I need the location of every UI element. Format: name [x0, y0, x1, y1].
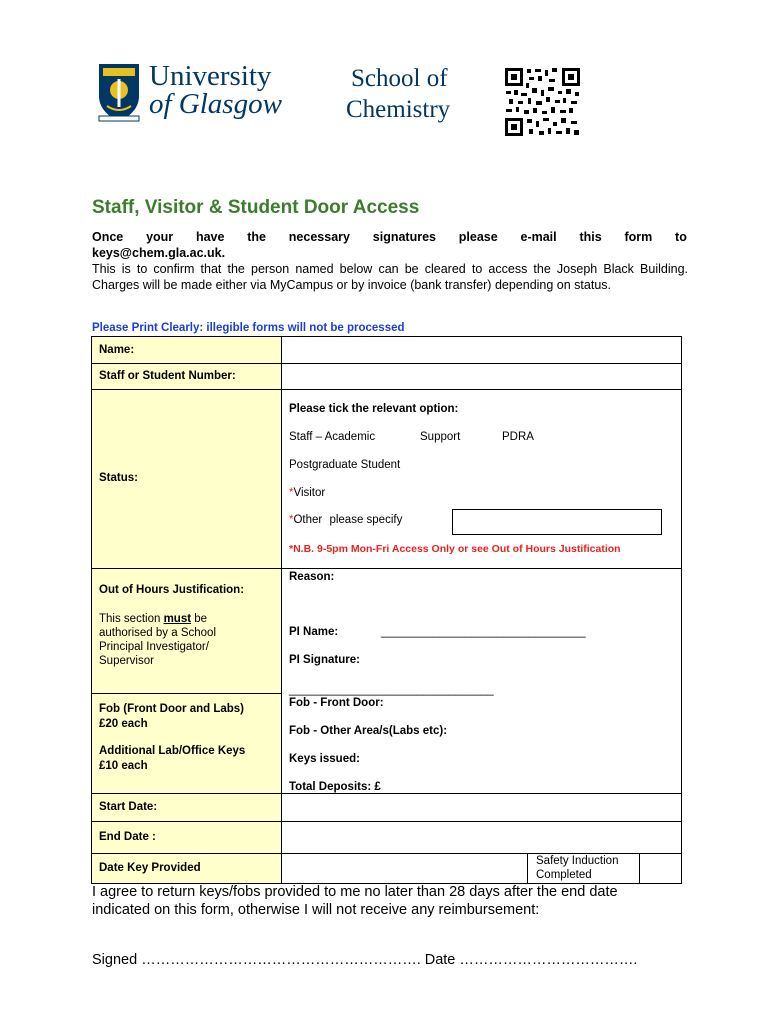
intro-word: your [146, 230, 174, 244]
other-specify-input[interactable] [452, 509, 662, 535]
required-star: * [289, 487, 294, 499]
start-date-label: Start Date: [99, 801, 158, 813]
safety-induction-checkbox[interactable] [640, 854, 682, 884]
qr-code [503, 66, 582, 138]
ooh-note-pre: This section [99, 613, 164, 625]
total-deposits-label: Total Deposits: £ [289, 781, 381, 793]
row-line [91, 389, 682, 390]
intro-word: to [675, 230, 687, 244]
staff-number-field[interactable] [282, 364, 682, 389]
intro-word: please [458, 230, 498, 244]
fob-other-areas-label: Fob - Other Area/s(Labs etc): [289, 725, 448, 737]
pi-name-line[interactable]: ________________________________ [381, 626, 586, 638]
signature-line [92, 951, 637, 969]
end-date-label: End Date : [99, 831, 156, 843]
keys-label: Additional Lab/Office Keys [99, 745, 246, 757]
staff-number-label: Staff or Student Number: [99, 370, 236, 382]
nb-access-note: *N.B. 9-5pm Mon-Fri Access Only or see Out of Hours Justification [289, 543, 621, 555]
intro-word: form [624, 230, 653, 244]
signed-field[interactable]: …………………………………………………. [141, 952, 421, 968]
name-field[interactable] [282, 336, 682, 363]
intro-word: have [195, 230, 225, 244]
school-of: School of [351, 65, 448, 92]
date-label: Date [420, 952, 460, 968]
intro-word: e-mail [520, 230, 557, 244]
intro-word: signatures [372, 230, 436, 244]
university-crest [97, 62, 141, 122]
row-line [91, 568, 682, 569]
row-line [91, 693, 282, 694]
safety-induction-label: Safety Induction Completed [536, 855, 619, 881]
option-staff-academic[interactable] [289, 431, 375, 443]
intro-line1 [92, 230, 687, 246]
pi-name-label: PI Name: [289, 626, 339, 638]
option-label: Staff – Academic [289, 431, 376, 443]
intro-word: Once [92, 230, 124, 244]
option-support[interactable] [420, 431, 460, 443]
name-label: Name: [99, 344, 135, 356]
keys-price: £10 each [99, 760, 148, 772]
logo-university: University [149, 60, 272, 92]
keys-issued-label: Keys issued: [289, 753, 360, 765]
access-form-table [91, 336, 682, 884]
end-date-field[interactable] [282, 822, 682, 853]
option-label: PDRA [502, 431, 534, 443]
ooh-note-post: be authorised by a School Principal Investigator/ Supervisor [99, 613, 216, 667]
date-field[interactable]: ………………………………. [459, 952, 638, 968]
ooh-note [99, 612, 259, 668]
intro-word: this [579, 230, 602, 244]
fob-label: Fob (Front Door and Labs) [99, 703, 245, 715]
start-date-field[interactable] [282, 794, 682, 821]
option-pdra[interactable] [502, 431, 534, 443]
ooh-note-must: must [163, 613, 192, 625]
option-postgrad[interactable] [289, 459, 408, 471]
required-star: * [289, 514, 294, 526]
intro-paragraph: This is to confirm that the person named below can be cleared to access the Joseph Black Building. Charges will be made either via MyCampus or by invoice (bank transfer) depending on status. [92, 262, 688, 292]
school-chemistry: Chemistry [346, 96, 451, 123]
option-label: Postgraduate Student [289, 459, 401, 471]
option-other[interactable] [289, 514, 402, 526]
signed-label: Signed [92, 952, 142, 968]
fob-price: £20 each [99, 718, 148, 730]
status-heading: Please tick the relevant option: [289, 403, 459, 415]
safety-divider-left [527, 853, 528, 884]
intro-word: the [247, 230, 266, 244]
print-clearly-warning: Please Print Clearly: illegible forms will not be processed [92, 322, 405, 334]
fob-front-door-label: Fob - Front Door: [289, 697, 384, 709]
option-label: Support [420, 431, 461, 443]
please-specify-label: please specify [329, 514, 403, 526]
intro-email[interactable]: keys@chem.gla.ac.uk. [92, 246, 226, 260]
agreement-text: I agree to return keys/fobs provided to me no later than 28 days after the end date indicated on this form, otherwise I will not receive any reimbursement: [92, 884, 618, 918]
option-label: Visitor [293, 487, 326, 499]
form-title: Staff, Visitor & Student Door Access [92, 197, 420, 218]
ooh-title: Out of Hours Justification: [99, 584, 245, 596]
date-key-label: Date Key Provided [99, 862, 201, 874]
option-visitor[interactable] [289, 487, 329, 499]
option-label: Other [293, 514, 326, 526]
logo-of-glasgow: of Glasgow [149, 88, 282, 120]
pi-signature-label: PI Signature: [289, 654, 360, 666]
intro-word: necessary [288, 230, 350, 244]
status-label: Status: [99, 472, 138, 484]
reason-label: Reason: [289, 571, 335, 583]
date-key-field[interactable] [282, 854, 527, 884]
pi-signature-line[interactable]: ________________________________ [289, 684, 494, 696]
